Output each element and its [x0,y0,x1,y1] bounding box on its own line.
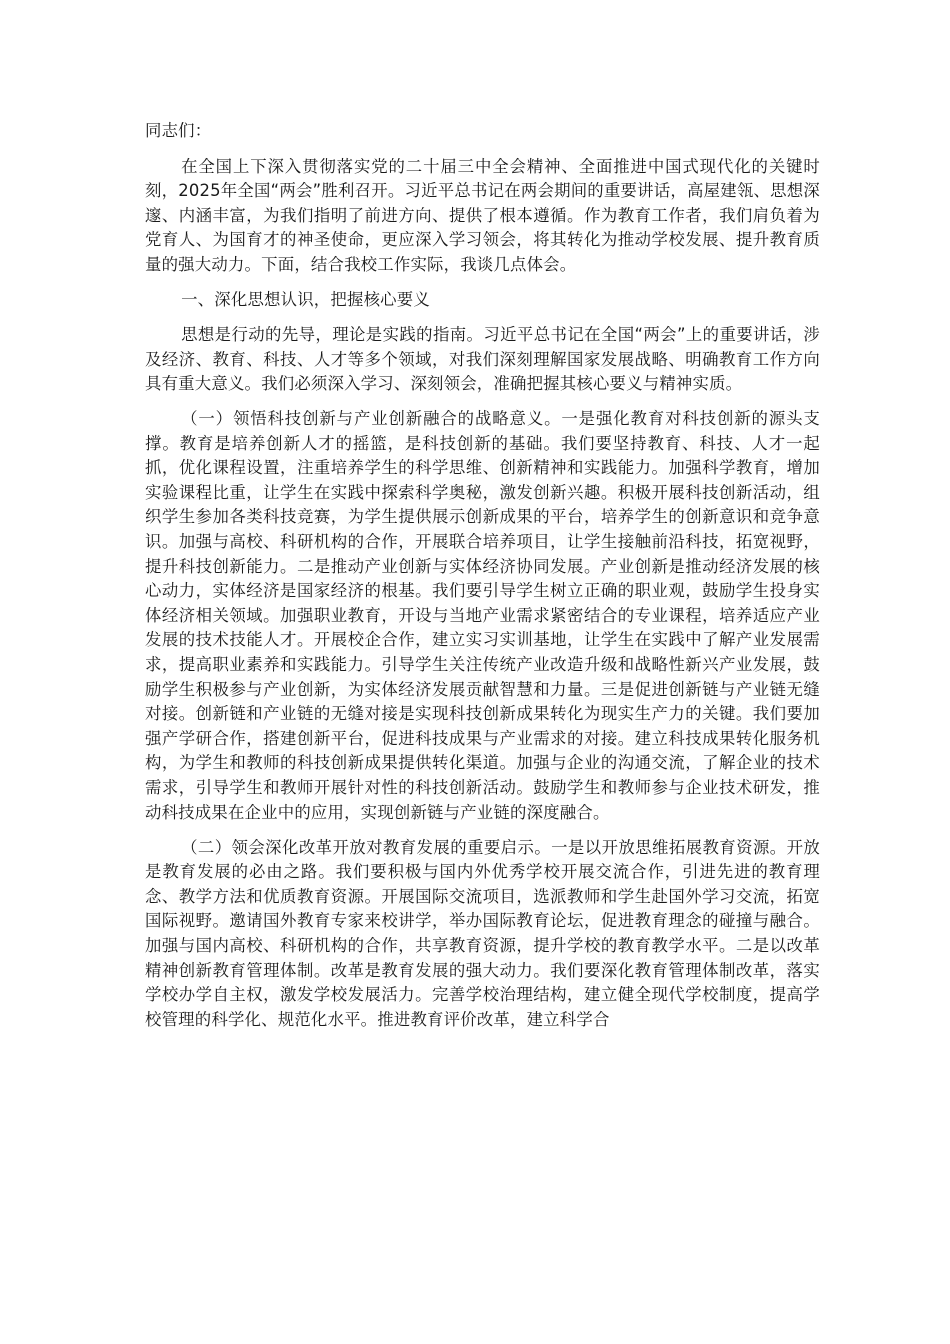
point-one-paragraph: （一）领悟科技创新与产业创新融合的战略意义。一是强化教育对科技创新的源头支撑。教育是培养创新人才的摇篮，是科技创新的基础。我们要坚持教育、科技、人才一起抓，优化课程设置，注重培养学生的科学思维、创新精神和实践能力。加强科学教育，增加实验课程比重，让学生在实践中探索科学奥秘，激发创新兴趣。积极开展科技创新活动，组织学生参加各类科技竞赛，为学生提供展示创新成果的平台，培养学生的创新意识和竞争意识。加强与高校、科研机构的合作，开展联合培养项目，让学生接触前沿科技，拓宽视野，提升科技创新能力。二是推动产业创新与实体经济协同发展。产业创新是推动经济发展的核心动力，实体经济是国家经济的根基。我们要引导学生树立正确的职业观，鼓励学生投身实体经济相关领域。加强职业教育，开设与当地产业需求紧密结合的专业课程，培养适应产业发展的技术技能人才。开展校企合作，建立实习实训基地，让学生在实践中了解产业发展需求，提高职业素养和实践能力。引导学生关注传统产业改造升级和战略性新兴产业发展，鼓励学生积极参与产业创新，为实体经济发展贡献智慧和力量。三是促进创新链与产业链无缝对接。创新链和产业链的无缝对接是实现科技创新成果转化为现实生产力的关键。我们要加强产学研合作，搭建创新平台，促进科技成果与产业需求的对接。建立科技成果转化服务机构，为学生和教师的科技创新成果提供转化渠道。加强与企业的沟通交流，了解企业的技术需求，引导学生和教师开展针对性的科技创新活动。鼓励学生和教师参与企业技术研发，推动科技成果在企业中的应用，实现创新链与产业链的深度融合。 [145,409,820,822]
document-page [145,119,820,1043]
salutation: 同志们： [145,121,212,140]
section-heading: 一、深化思想认识，把握核心要义 [181,289,430,309]
point-two-paragraph: （二）领会深化改革开放对教育发展的重要启示。一是以开放思维拓展教育资源。开放是教育发展的必由之路。我们要积极与国内外优秀学校开展交流合作，引进先进的教育理念、教学方法和优质教育资源。开展国际交流项目，选派教师和学生赴国外学习交流，拓宽国际视野。邀请国外教育专家来校讲学，举办国际教育论坛，促进教育理念的碰撞与融合。加强与国内高校、科研机构的合作，共享教育资源，提升学校的教育教学水平。二是以改革精神创新教育管理体制。改革是教育发展的强大动力。我们要深化教育管理体制改革，落实学校办学自主权，激发学校发展活力。完善学校治理结构，建立健全现代学校制度，提高学校管理的科学化、规范化水平。推进教育评价改革，建立科学合 [145,837,820,1029]
section-intro-paragraph: 思想是行动的先导，理论是实践的指南。习近平总书记在全国“两会”上的重要讲话，涉及经济、教育、科技、人才等多个领域，对我们深刻理解国家发展战略、明确教育工作方向具有重大意义。我们必须深入学习、深刻领会，准确把握其核心要义与精神实质。 [145,324,820,394]
intro-paragraph: 在全国上下深入贯彻落实党的二十届三中全会精神、全面推进中国式现代化的关键时刻，2025年全国“两会”胜利召开。习近平总书记在两会期间的重要讲话，高屋建瓴、思想深邃、内涵丰富，为我们指明了前进方向、提供了根本遵循。作为教育工作者，我们肩负着为党育人、为国育才的神圣使命，更应深入学习领会，将其转化为推动学校发展、提升教育质量的强大动力。下面，结合我校工作实际，我谈几点体会。 [145,156,820,274]
